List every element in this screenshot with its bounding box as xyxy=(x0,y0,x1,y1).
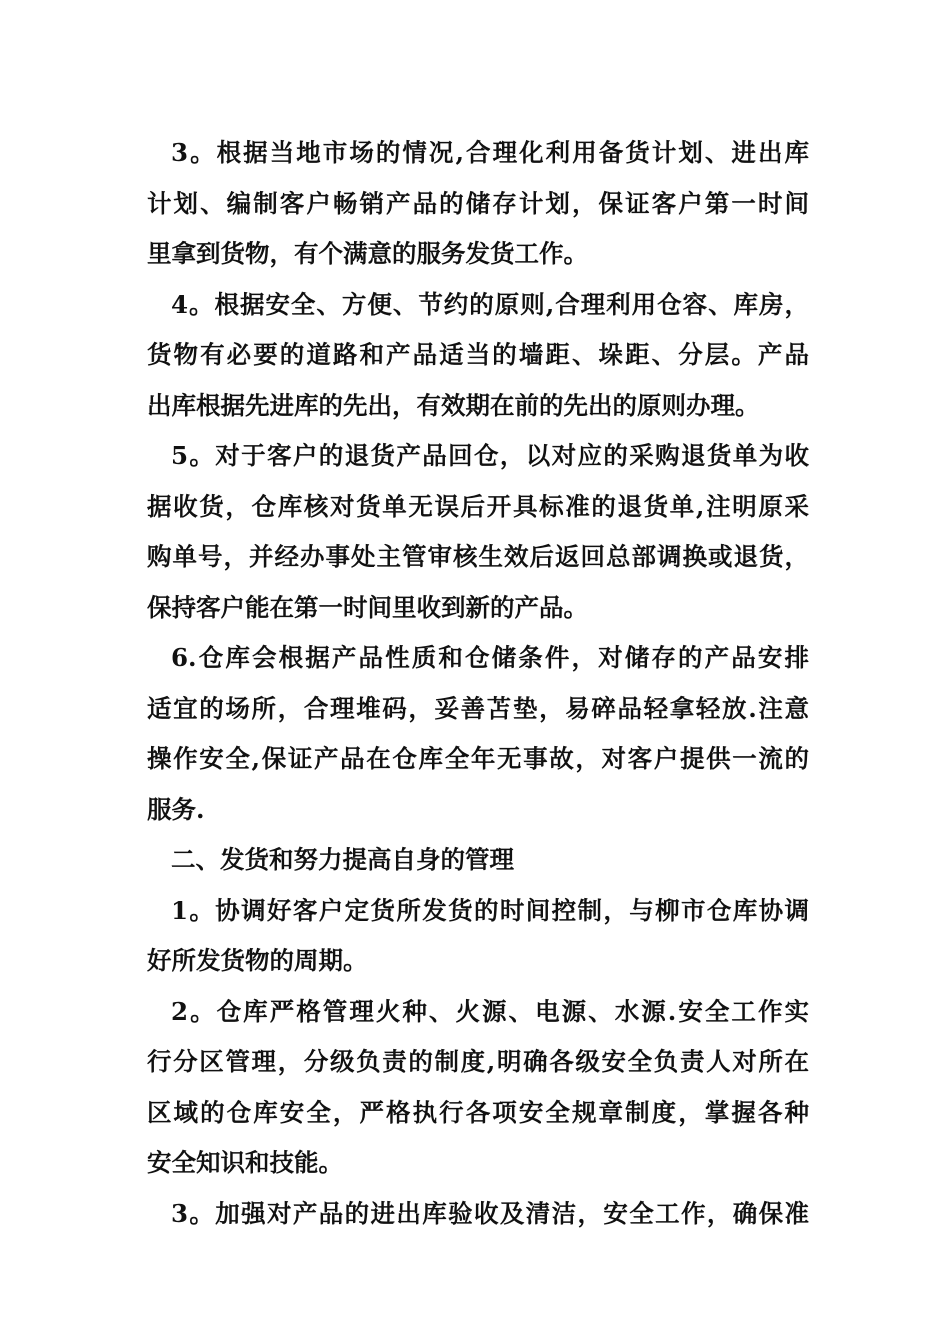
paragraph-line: 6.仓库会根据产品性质和仓储条件，对储存的产品安排 xyxy=(171,643,809,672)
paragraph-line: 3。根据当地市场的情况,合理化利用备货计划、进出库 xyxy=(171,138,809,167)
section-heading: 二、发货和努力提高自身的管理 xyxy=(171,845,514,874)
paragraph-line: 适宜的场所，合理堆码，妥善苫垫，易碎品轻拿轻放.注意 xyxy=(147,693,809,723)
paragraph-line: 据收货，仓库核对货单无误后开具标准的退货单,注明原采 xyxy=(147,491,809,521)
paragraph-line: 4。根据安全、方便、节约的原则,合理利用仓容、库房， xyxy=(171,289,809,319)
paragraph-line: 保持客户能在第一时间里收到新的产品。 xyxy=(147,592,588,622)
paragraph-line: 行分区管理，分级负责的制度,明确各级安全负责人对所在 xyxy=(147,1047,809,1076)
paragraph-line: 操作安全,保证产品在仓库全年无事故，对客户提供一流的 xyxy=(147,744,809,773)
paragraph-line: 里拿到货物，有个满意的服务发货工作。 xyxy=(147,239,588,268)
paragraph-line: 计划、编制客户畅销产品的储存计划，保证客户第一时间 xyxy=(147,188,809,218)
paragraph-line: 货物有必要的道路和产品适当的墙距、垛距、分层。产品 xyxy=(147,340,809,369)
paragraph-line: 3。加强对产品的进出库验收及清洁，安全工作，确保准 xyxy=(171,1198,809,1228)
paragraph-line: 购单号，并经办事处主管审核生效后返回总部调换或退货， xyxy=(147,542,809,571)
paragraph-line: 安全知识和技能。 xyxy=(147,1148,343,1177)
paragraph-line: 2。仓库严格管理火种、火源、电源、水源.安全工作实 xyxy=(171,996,809,1026)
paragraph-line: 5。对于客户的退货产品回仓，以对应的采购退货单为收 xyxy=(171,441,809,470)
paragraph-line: 出库根据先进库的先出，有效期在前的先出的原则办理。 xyxy=(147,390,760,420)
document-body xyxy=(147,128,809,1239)
paragraph-line: 好所发货物的周期。 xyxy=(147,946,368,975)
paragraph-line: 1。协调好客户定货所发货的时间控制，与柳市仓库协调 xyxy=(171,895,809,925)
paragraph-line: 服务. xyxy=(147,794,205,824)
paragraph-line: 区域的仓库安全，严格执行各项安全规章制度，掌握各种 xyxy=(147,1097,809,1127)
